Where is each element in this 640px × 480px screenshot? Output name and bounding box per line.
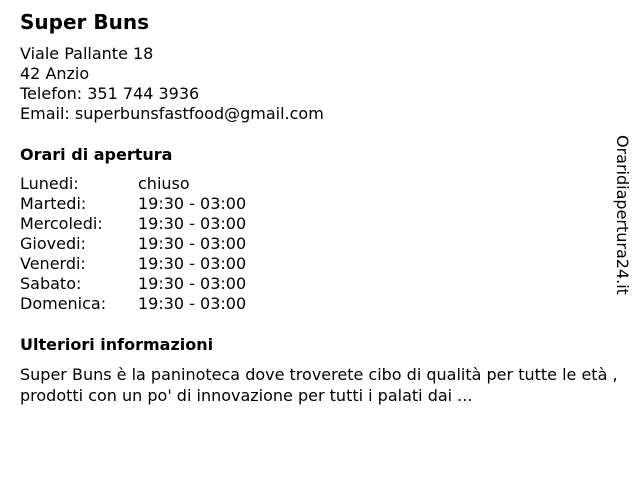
hours-row-monday (20, 174, 246, 194)
time-value: chiuso (138, 174, 190, 193)
hours-row-wednesday (20, 214, 246, 234)
hours-row-tuesday (20, 194, 246, 214)
email-address[interactable]: Email: superbunsfastfood@gmail.com (20, 104, 324, 123)
time-value: 19:30 - 03:00 (138, 234, 247, 253)
more-info-text: Super Buns è la paninoteca dove troverete cibo di qualità per tutte le età , prodotti con un po' di innovazione per tutti i palati dai ... (20, 365, 618, 405)
hours-row-sunday (20, 294, 246, 314)
day-label: Sabato: (20, 274, 82, 293)
city: 42 Anzio (20, 64, 90, 83)
day-label: Domenica: (20, 294, 107, 313)
day-label: Lunedi: (20, 174, 79, 193)
day-label: Martedi: (20, 194, 87, 213)
business-name: Super Buns (20, 10, 149, 34)
address-block (20, 44, 324, 124)
day-label: Venerdi: (20, 254, 86, 273)
time-value: 19:30 - 03:00 (138, 194, 247, 213)
day-label: Giovedi: (20, 234, 86, 253)
hours-row-thursday (20, 234, 246, 254)
day-label: Mercoledi: (20, 214, 103, 233)
time-value: 19:30 - 03:00 (138, 214, 247, 233)
time-value: 19:30 - 03:00 (138, 254, 247, 273)
hours-row-saturday (20, 274, 246, 294)
street-address: Viale Pallante 18 (20, 44, 154, 63)
phone-number[interactable]: Telefon: 351 744 3936 (20, 84, 200, 103)
more-info-title: Ulteriori informazioni (20, 335, 214, 354)
opening-hours-list (20, 174, 246, 314)
time-value: 19:30 - 03:00 (138, 274, 247, 293)
site-brand-vertical[interactable]: Oraridiapertura24.it (613, 135, 632, 295)
time-value: 19:30 - 03:00 (138, 294, 247, 313)
opening-hours-title: Orari di apertura (20, 145, 173, 164)
hours-row-friday (20, 254, 246, 274)
